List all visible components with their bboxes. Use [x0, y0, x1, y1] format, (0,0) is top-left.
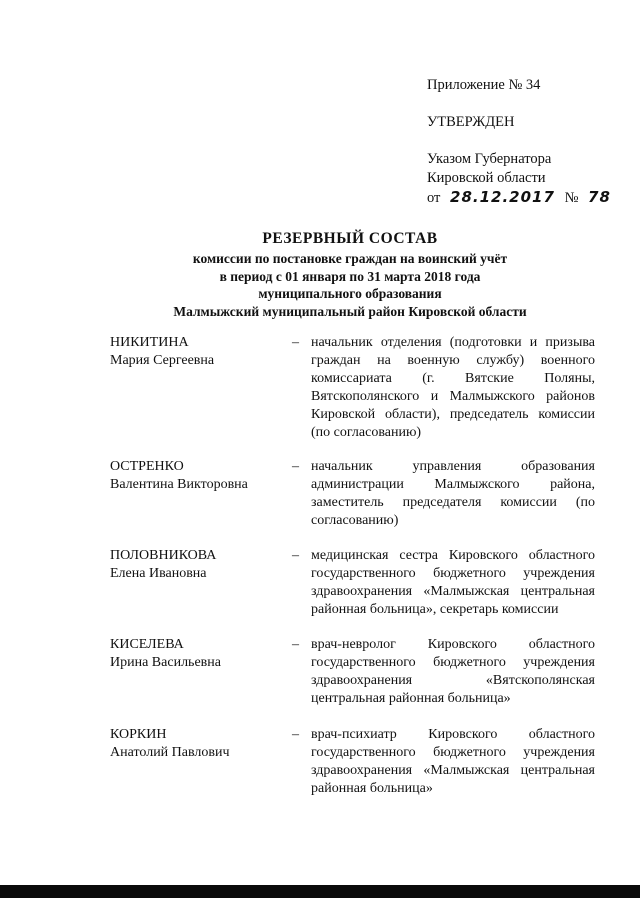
member-name — [110, 726, 292, 798]
member-entry — [110, 547, 595, 619]
member-description: начальник отделения (подготовки и призыва граждан на военную службу) военного комиссариата (г. Вятские Поляны, Вятскополянского и Малмыжского районов Кировской области), председатель комиссии (по согласованию) — [311, 335, 595, 440]
document-title: РЕЗЕРВНЫЙ СОСТАВ — [262, 230, 438, 247]
handwritten-date: 28.12.2017 — [450, 188, 555, 206]
member-description: врач-невролог Кировского областного государственного бюджетного учреждения здравоохранения «Вятскополянская центральная районная больница» — [311, 637, 595, 706]
member-given-name: Валентина Викторовна — [110, 477, 248, 492]
member-given-name: Мария Сергеевна — [110, 353, 215, 368]
members-list — [110, 334, 595, 798]
member-description: медицинская сестра Кировского областного государственного бюджетного учреждения здравоохранения «Малмыжская центральная районная больница», секретарь комиссии — [311, 548, 595, 617]
member-surname: ОСТРЕНКО — [110, 459, 184, 474]
member-entry — [110, 334, 595, 442]
decree-line-2: Кировской области — [427, 170, 546, 186]
title-line-1: комиссии по постановке граждан на воинский учёт — [192, 251, 508, 266]
title-line-3: муниципального образования — [258, 286, 442, 301]
appendix-label: Приложение № 34 — [427, 77, 541, 93]
date-prefix: от — [427, 190, 441, 206]
member-name — [110, 547, 292, 619]
member-dash: – — [292, 459, 299, 474]
member-dash: – — [292, 548, 299, 563]
handwritten-number: 78 — [588, 188, 611, 206]
member-name — [110, 334, 292, 442]
approval-block — [427, 76, 627, 208]
member-entry — [110, 636, 595, 708]
member-surname: КИСЕЛЕВА — [110, 637, 184, 652]
member-surname: ПОЛОВНИКОВА — [110, 548, 217, 563]
member-given-name: Анатолий Павлович — [110, 745, 230, 760]
member-entry — [110, 458, 595, 530]
approved-label: УТВЕРЖДЕН — [427, 114, 515, 130]
member-name — [110, 636, 292, 708]
title-line-4: Малмыжский муниципальный район Кировской области — [173, 303, 527, 319]
member-surname: КОРКИН — [110, 727, 167, 742]
member-dash: – — [292, 727, 299, 742]
decree-date-line — [427, 188, 627, 208]
document-title-block — [60, 228, 640, 320]
decree-line-1: Указом Губернатора — [427, 151, 552, 167]
title-line-2: в период с 01 января по 31 марта 2018 года — [219, 268, 481, 284]
member-given-name: Елена Ивановна — [110, 566, 207, 581]
number-prefix: № — [564, 190, 579, 206]
member-dash: – — [292, 335, 299, 350]
scan-bottom-border — [0, 885, 640, 898]
member-description: начальник управления образования администрации Малмыжского района, заместитель председателя комиссии (по согласованию) — [311, 459, 595, 528]
member-dash: – — [292, 637, 299, 652]
member-description: врач-психиатр Кировского областного государственного бюджетного учреждения здравоохранения «Малмыжская центральная районная больница» — [311, 727, 595, 796]
member-entry — [110, 726, 595, 798]
member-given-name: Ирина Васильевна — [110, 655, 221, 670]
member-name — [110, 458, 292, 530]
member-surname: НИКИТИНА — [110, 335, 189, 350]
